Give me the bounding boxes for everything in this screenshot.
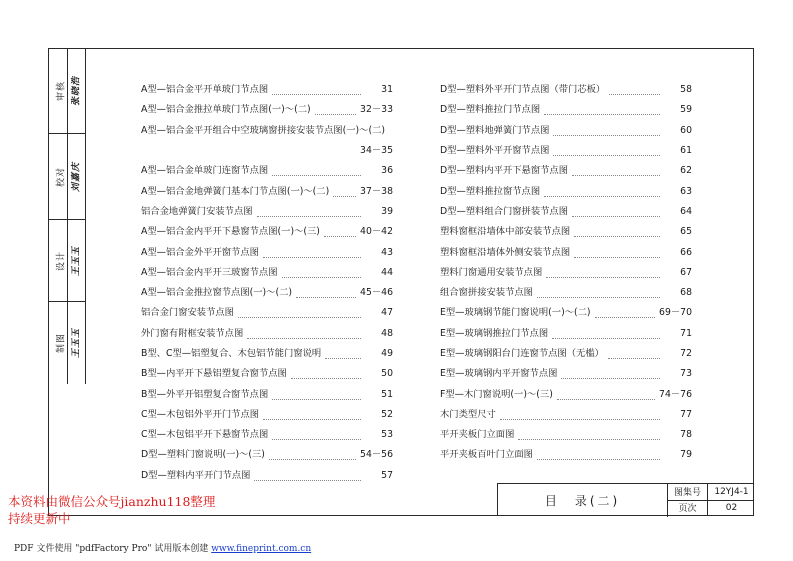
toc-entry-page: 54－56 xyxy=(358,446,393,464)
leader-dots xyxy=(257,207,361,217)
toc-entry-title: 平开夹板门立面图 xyxy=(440,426,516,444)
toc-entry-page: 36 xyxy=(363,162,393,180)
toc-entry[interactable] xyxy=(141,324,393,344)
toc-entry[interactable] xyxy=(440,181,692,201)
toc-entry-page: 69－70 xyxy=(657,304,692,322)
toc-entry[interactable] xyxy=(440,100,692,120)
toc-entry[interactable] xyxy=(141,80,393,100)
leader-dots xyxy=(557,390,655,400)
signature-name: 王玉玉 xyxy=(71,245,82,276)
toc-entry[interactable] xyxy=(440,80,692,100)
toc-entry-page: 63 xyxy=(662,183,692,201)
leader-dots xyxy=(544,187,660,197)
leader-dots xyxy=(247,329,361,339)
signature-cell-design xyxy=(48,220,86,302)
toc-entry[interactable] xyxy=(141,384,393,404)
toc-entry[interactable] xyxy=(440,445,692,465)
leader-dots xyxy=(269,450,356,460)
toc-entry[interactable] xyxy=(141,121,393,141)
toc-entry[interactable] xyxy=(440,425,692,445)
toc-entry-page: 32－33 xyxy=(358,101,393,119)
toc-entry[interactable] xyxy=(141,364,393,384)
signature-name: 张晓浩 xyxy=(71,75,82,106)
toc-entry-title: A型—铝合金推拉窗节点图(一)～(二) xyxy=(141,284,294,302)
watermark-line-2: 持续更新中 xyxy=(8,511,71,526)
toc-entry[interactable] xyxy=(141,181,393,201)
toc-entry-title: 木门类型尺寸 xyxy=(440,406,498,424)
leader-dots xyxy=(263,248,361,258)
signature-label: 制图 xyxy=(56,332,67,354)
toc-entry-page: 60 xyxy=(662,122,692,140)
toc-entry[interactable] xyxy=(141,344,393,364)
leader-dots xyxy=(254,471,361,481)
leader-dots xyxy=(296,288,356,298)
toc-entry[interactable] xyxy=(141,202,393,222)
toc-entry-title: A型—铝合金单玻门连窗节点图 xyxy=(141,162,270,180)
toc-entry-page: 77 xyxy=(662,406,692,424)
toc-entry-page: 78 xyxy=(662,426,692,444)
toc-entry-title: 铝合金地弹簧门安装节点图 xyxy=(141,203,255,221)
leader-dots xyxy=(574,227,660,237)
toc-entry-page: 66 xyxy=(662,244,692,262)
toc-entry[interactable] xyxy=(440,222,692,242)
toc-entry-page: 31 xyxy=(363,81,393,99)
toc-entry-title: A型—铝合金外平开窗节点图 xyxy=(141,244,261,262)
signature-name: 刘嘉庆 xyxy=(71,161,82,192)
signature-label: 审核 xyxy=(56,80,67,101)
toc-entry-title: 塑料窗框沿墙体外侧安装节点图 xyxy=(440,244,572,262)
toc-entry-page: 37－38 xyxy=(358,183,393,201)
toc-entry-page: 47 xyxy=(363,304,393,322)
toc-entry[interactable] xyxy=(141,405,393,425)
toc-entry-title: A型—铝合金平开单玻门节点图 xyxy=(141,81,270,99)
toc-entry-page: 52 xyxy=(363,406,393,424)
watermark-line-1: 本资料由微信公众号jianzhu118整理 xyxy=(8,494,216,509)
toc-entry-page: 68 xyxy=(662,284,692,302)
toc-entry-page: 43 xyxy=(363,244,393,262)
leader-dots xyxy=(537,288,660,298)
leader-dots xyxy=(238,308,361,318)
toc-entry[interactable] xyxy=(141,100,393,120)
toc-entry[interactable] xyxy=(440,405,692,425)
toc-entry-page: 59 xyxy=(662,101,692,119)
toc-entry-title: D型—塑料外平开门节点图（带门芯板） xyxy=(440,81,607,99)
toc-entry-page: 79 xyxy=(662,446,692,464)
toc-entry[interactable] xyxy=(440,324,692,344)
toc-entry[interactable] xyxy=(141,222,393,242)
leader-dots xyxy=(595,308,655,318)
toc-entry[interactable] xyxy=(440,303,692,323)
toc-entry-page: 34－35 xyxy=(358,142,393,160)
toc-entry-page: 65 xyxy=(662,223,692,241)
signature-label: 设计 xyxy=(56,250,67,271)
toc-entry[interactable] xyxy=(440,364,692,384)
toc-left-column xyxy=(141,80,393,486)
toc-entry-title: F型—木门窗说明(一)～(三) xyxy=(440,386,555,404)
toc-entry-page: 45－46 xyxy=(358,284,393,302)
leader-dots xyxy=(291,369,361,379)
signature-cell-check xyxy=(48,134,86,220)
page-number-label: 页次 xyxy=(668,500,708,516)
leader-dots xyxy=(324,227,356,237)
leader-dots xyxy=(325,349,361,359)
leader-dots xyxy=(282,268,361,278)
leader-dots xyxy=(272,166,361,176)
toc-entry-page: 71 xyxy=(662,325,692,343)
leader-dots xyxy=(272,430,361,440)
toc-entry-title: 组合窗拼接安装节点图 xyxy=(440,284,535,302)
toc-entry-title: D型—塑料地弹簧门节点图 xyxy=(440,122,551,140)
toc-entry[interactable] xyxy=(141,445,393,465)
leader-dots xyxy=(272,390,361,400)
toc-entry-page: 48 xyxy=(363,325,393,343)
pdf-footer xyxy=(14,541,311,554)
toc-entry-title: D型—塑料内平开下悬窗节点图 xyxy=(440,162,570,180)
atlas-number-value: 12YJ4-1 xyxy=(714,486,749,497)
toc-entry-page: 74－76 xyxy=(657,386,692,404)
toc-entry[interactable] xyxy=(440,283,692,303)
toc-entry-page: 44 xyxy=(363,264,393,282)
toc-entry[interactable] xyxy=(440,161,692,181)
toc-entry-title: D型—塑料内平开门节点图 xyxy=(141,467,252,485)
signature-cell-drafting xyxy=(48,302,86,384)
leader-dots xyxy=(574,248,660,258)
toc-entry-title: E型—玻璃钢节能门窗说明(一)～(二) xyxy=(440,304,593,322)
toc-entry-title: 平开夹板百叶门立面图 xyxy=(440,446,535,464)
toc-entry[interactable] xyxy=(141,263,393,283)
leader-dots xyxy=(263,410,361,420)
toc-entry-title: B型—外平开铝塑复合窗节点图 xyxy=(141,386,270,404)
title-block xyxy=(497,483,754,516)
toc-entry-title: C型—木包铝外平开门节点图 xyxy=(141,406,261,424)
toc-entry[interactable] xyxy=(141,242,393,262)
toc-entry[interactable] xyxy=(440,384,692,404)
signature-label: 校对 xyxy=(56,166,67,187)
leader-dots xyxy=(500,410,660,420)
toc-entry-title: 塑料窗框沿墙体中部安装节点图 xyxy=(440,223,572,241)
toc-entry-title: D型—塑料推拉窗节点图 xyxy=(440,183,542,201)
toc-entry-title: E型—玻璃钢内平开窗节点图 xyxy=(440,365,559,383)
leader-dots xyxy=(572,207,660,217)
toc-entry-title: 外门窗有附框安装节点图 xyxy=(141,325,245,343)
toc-entry-title: 铝合金门窗安装节点图 xyxy=(141,304,236,322)
toc-entry-title: E型—玻璃钢推拉门节点图 xyxy=(440,325,550,343)
leader-dots xyxy=(572,166,660,176)
toc-entry-title: C型—木包铝平开下悬窗节点图 xyxy=(141,426,270,444)
leader-dots xyxy=(608,349,660,359)
toc-entry[interactable] xyxy=(141,161,393,181)
toc-entry-title: E型—玻璃钢阳台门连窗节点图（无槛） xyxy=(440,345,606,363)
leader-dots xyxy=(544,105,660,115)
toc-entry-title: D型—塑料组合门窗拼装节点图 xyxy=(440,203,570,221)
toc-entry[interactable] xyxy=(141,466,393,486)
toc-entry[interactable] xyxy=(440,141,692,161)
leader-dots xyxy=(553,146,660,156)
toc-entry-page: 62 xyxy=(662,162,692,180)
toc-entry-page: 64 xyxy=(662,203,692,221)
leader-dots xyxy=(518,430,660,440)
toc-entry-title: B型—内平开下悬铝塑复合窗节点图 xyxy=(141,365,289,383)
toc-entry-title: A型—铝合金推拉单玻门节点图(一)～(二) xyxy=(141,101,313,119)
leader-dots xyxy=(552,329,660,339)
toc-entry-page: 61 xyxy=(662,142,692,160)
footer-text: PDF 文件使用 "pdfFactory Pro" 试用版本创建 xyxy=(14,544,212,554)
toc-entry-page: 49 xyxy=(363,345,393,363)
leader-dots xyxy=(315,105,356,115)
toc-entry[interactable] xyxy=(440,344,692,364)
leader-dots xyxy=(609,85,660,95)
leader-dots xyxy=(333,187,356,197)
leader-dots xyxy=(272,85,361,95)
toc-entry-title: B型、C型—铝塑复合、木包铝节能门窗说明 xyxy=(141,345,323,363)
toc-entry-title: D型—塑料推拉门节点图 xyxy=(440,101,542,119)
signature-cell-review xyxy=(48,48,86,134)
toc-entry-title: 塑料门窗通用安装节点图 xyxy=(440,264,544,282)
toc-entry-page: 50 xyxy=(363,365,393,383)
toc-entry-page: 40－42 xyxy=(358,223,393,241)
page-number-value: 02 xyxy=(725,502,738,513)
toc-entry[interactable] xyxy=(141,283,393,303)
toc-entry[interactable] xyxy=(440,242,692,262)
atlas-number-label: 图集号 xyxy=(668,484,708,500)
toc-entry-title: A型—铝合金内平开下悬窗节点图(一)～(三) xyxy=(141,223,322,241)
toc-entry[interactable] xyxy=(440,202,692,222)
toc-entry-page: 73 xyxy=(662,365,692,383)
toc-entry-title: D型—塑料外平开窗节点图 xyxy=(440,142,551,160)
toc-entry[interactable] xyxy=(440,121,692,141)
leader-dots xyxy=(537,450,660,460)
toc-entry[interactable] xyxy=(440,263,692,283)
toc-entry-continuation[interactable] xyxy=(141,141,393,161)
signature-name: 王玉玉 xyxy=(71,327,82,359)
toc-entry[interactable] xyxy=(141,303,393,323)
toc-entry-title: A型—铝合金地弹簧门基本门节点图(一)～(二) xyxy=(141,183,331,201)
toc-entry-page: 53 xyxy=(363,426,393,444)
toc-entry-title: A型—铝合金内平开三玻窗节点图 xyxy=(141,264,280,282)
toc-entry[interactable] xyxy=(141,425,393,445)
sheet-title: 目 录(二) xyxy=(498,484,668,517)
signature-column xyxy=(48,48,86,384)
toc-entry-page: 51 xyxy=(363,386,393,404)
toc-right-column xyxy=(440,80,692,466)
leader-dots xyxy=(546,268,660,278)
footer-link[interactable]: www.fineprint.com.cn xyxy=(211,544,312,554)
toc-entry-page: 39 xyxy=(363,203,393,221)
leader-dots xyxy=(553,126,660,136)
toc-entry-page: 67 xyxy=(662,264,692,282)
leader-dots xyxy=(561,369,660,379)
leader-dots xyxy=(145,147,356,156)
toc-entry-page: 72 xyxy=(662,345,692,363)
toc-entry-page: 58 xyxy=(662,81,692,99)
toc-entry-title: A型—铝合金平开组合中空玻璃窗拼接安装节点图(一)～(二) xyxy=(141,122,387,140)
toc-entry-title: D型—塑料门窗说明(一)～(三) xyxy=(141,446,267,464)
toc-entry-page: 57 xyxy=(363,467,393,485)
